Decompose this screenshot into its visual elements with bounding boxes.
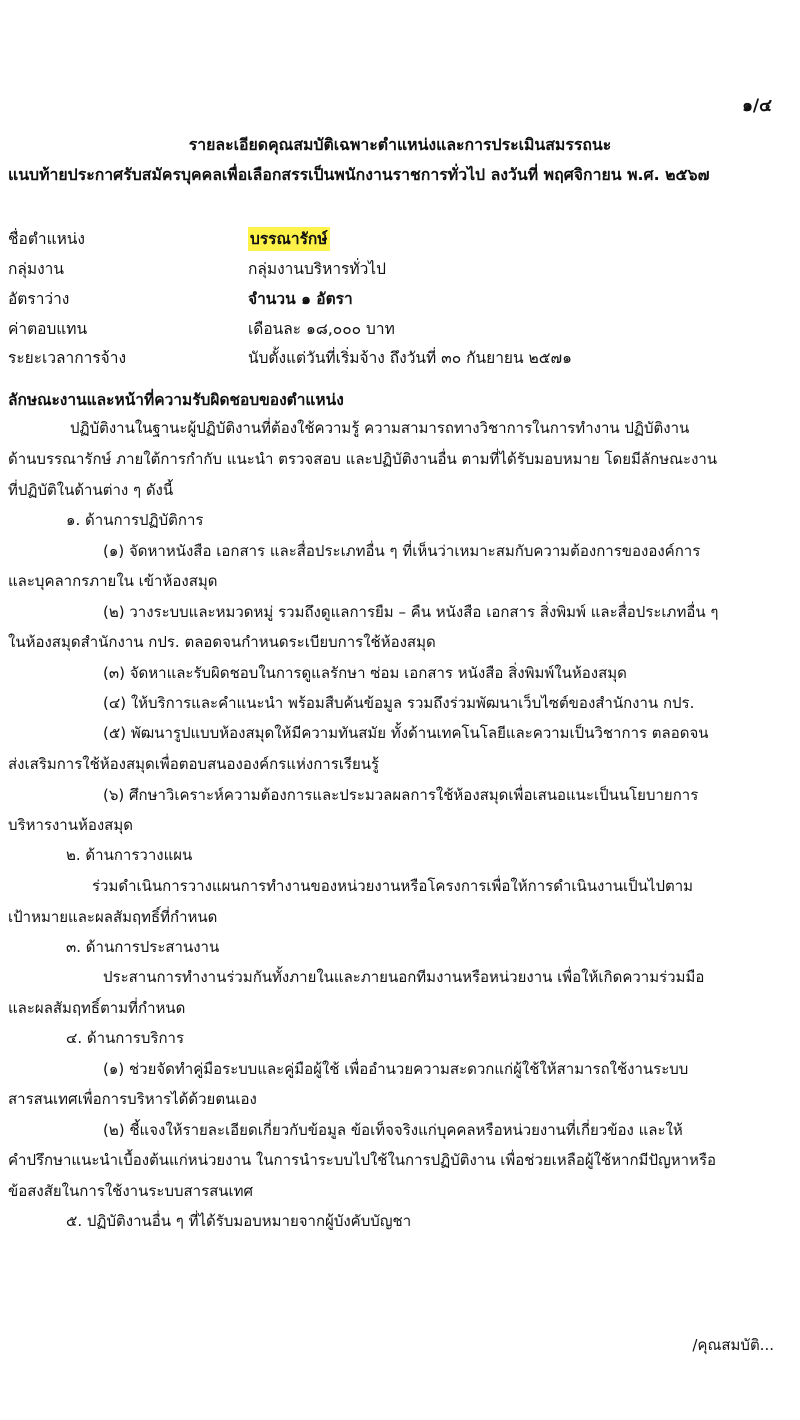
body-line: (๔) ให้บริการและคำแนะนำ พร้อมสืบค้นข้อมูล รวมถึงร่วมพัฒนาเว็บไซต์ของสำนักงาน กปร. [103, 694, 695, 712]
body-line: ปฏิบัติงานในฐานะผู้ปฏิบัติงานที่ต้องใช้ความรู้ ความสามารถทางวิชาการในการทำงาน ปฏิบัติงาน [70, 419, 690, 437]
body-line: ๑. ด้านการปฏิบัติการ [66, 511, 204, 529]
group-value: กลุ่มงานบริหารทั่วไป [248, 260, 386, 278]
body-line: และบุคลากรภายใน เข้าห้องสมุด [8, 572, 218, 590]
body-line: ๕. ปฏิบัติงานอื่น ๆ ที่ได้รับมอบหมายจากผู้บังคับบัญชา [66, 1212, 412, 1230]
salary-value: เดือนละ ๑๘,๐๐๐ บาท [248, 320, 395, 338]
body-line: (๑) จัดหาหนังสือ เอกสาร และสื่อประเภทอื่น ๆ ที่เห็นว่าเหมาะสมกับความต้องการขององค์การ [103, 542, 701, 560]
vacancy-label: อัตราว่าง [8, 290, 70, 308]
continuation-note: /คุณสมบัติ... [692, 1336, 774, 1354]
group-label: กลุ่มงาน [8, 260, 64, 278]
position-value: บรรณารักษ์ [248, 227, 330, 251]
body-line: คำปรึกษาแนะนำเบื้องต้นแก่หน่วยงาน ในการนำระบบไปใช้ในการปฏิบัติงาน เพื่อช่วยเหลือผู้ใช้หากมีปัญหาหรือ [8, 1151, 717, 1169]
body-line: สารสนเทศเพื่อการบริหารได้ด้วยตนเอง [8, 1090, 257, 1108]
page-number: ๑/๔ [742, 96, 772, 116]
body-line: เป้าหมายและผลสัมฤทธิ์ที่กำหนด [8, 908, 218, 926]
document-subtitle: แนบท้ายประกาศรับสมัครบุคคลเพื่อเลือกสรรเป็นพนักงานราชการทั่วไป ลงวันที่ พฤศจิกายน พ.ศ. ๒๕๖๗ [8, 165, 710, 184]
body-line: (๑) ช่วยจัดทำคู่มือระบบและคู่มือผู้ใช้ เพื่ออำนวยความสะดวกแก่ผู้ใช้ให้สามารถใช้งานระบบ [103, 1060, 689, 1078]
body-line: (๒) วางระบบและหมวดหมู่ รวมถึงดูแลการยืม – คืน หนังสือ เอกสาร สิ่งพิมพ์ และสื่อประเภทอื่น ๆ [103, 603, 719, 621]
section-heading: ลักษณะงานและหน้าที่ความรับผิดชอบของตำแหน่ง [8, 391, 344, 409]
body-line: บริหารงานห้องสมุด [8, 816, 133, 834]
vacancy-value: จำนวน ๑ อัตรา [248, 290, 353, 308]
body-line: (๓) จัดหาและรับผิดชอบในการดูแลรักษา ซ่อม เอกสาร หนังสือ สิ่งพิมพ์ในห้องสมุด [103, 664, 627, 682]
body-line: ในห้องสมุดสำนักงาน กปร. ตลอดจนกำหนดระเบียบการใช้ห้องสมุด [8, 633, 436, 651]
salary-label: ค่าตอบแทน [8, 320, 88, 338]
document-title: รายละเอียดคุณสมบัติเฉพาะตำแหน่งและการประเมินสมรรถนะ [188, 135, 612, 154]
body-line: (๒) ชี้แจงให้รายละเอียดเกี่ยวกับข้อมูล ข้อเท็จจริงแก่บุคคลหรือหน่วยงานที่เกี่ยวข้อง และให้ [103, 1121, 683, 1139]
body-line: (๕) พัฒนารูปแบบห้องสมุดให้มีความทันสมัย ทั้งด้านเทคโนโลยีและความเป็นวิชาการ ตลอดจน [103, 724, 709, 742]
body-line: ๓. ด้านการประสานงาน [66, 938, 220, 956]
body-line: ด้านบรรณารักษ์ ภายใต้การกำกับ แนะนำ ตรวจสอบ และปฏิบัติงานอื่น ตามที่ได้รับมอบหมาย โดยมีลักษณะงาน [8, 450, 718, 468]
body-line: ประสานการทำงานร่วมกันทั้งภายในและภายนอกทีมงานหรือหน่วยงาน เพื่อให้เกิดความร่วมมือ [103, 968, 705, 986]
body-line: ๔. ด้านการบริการ [66, 1029, 185, 1047]
period-label: ระยะเวลาการจ้าง [8, 349, 127, 367]
body-line: และผลสัมฤทธิ์ตามที่กำหนด [8, 999, 186, 1017]
period-value: นับตั้งแต่วันที่เริ่มจ้าง ถึงวันที่ ๓๐ กันยายน ๒๕๗๑ [248, 349, 572, 367]
body-line: ๒. ด้านการวางแผน [66, 846, 193, 864]
body-line: ข้อสงสัยในการใช้งานระบบสารสนเทศ [8, 1182, 254, 1200]
body-line: (๖) ศึกษาวิเคราะห์ความต้องการและประมวลผลการใช้ห้องสมุดเพื่อเสนอแนะเป็นนโยบายการ [103, 786, 699, 804]
body-line: ส่งเสริมการใช้ห้องสมุดเพื่อตอบสนององค์กรแห่งการเรียนรู้ [8, 755, 380, 773]
body-line: ที่ปฏิบัติในด้านต่าง ๆ ดังนี้ [8, 481, 174, 499]
position-label: ชื่อตำแหน่ง [8, 230, 85, 248]
body-line: ร่วมดำเนินการวางแผนการทำงานของหน่วยงานหรือโครงการเพื่อให้การดำเนินงานเป็นไปตาม [92, 877, 694, 895]
